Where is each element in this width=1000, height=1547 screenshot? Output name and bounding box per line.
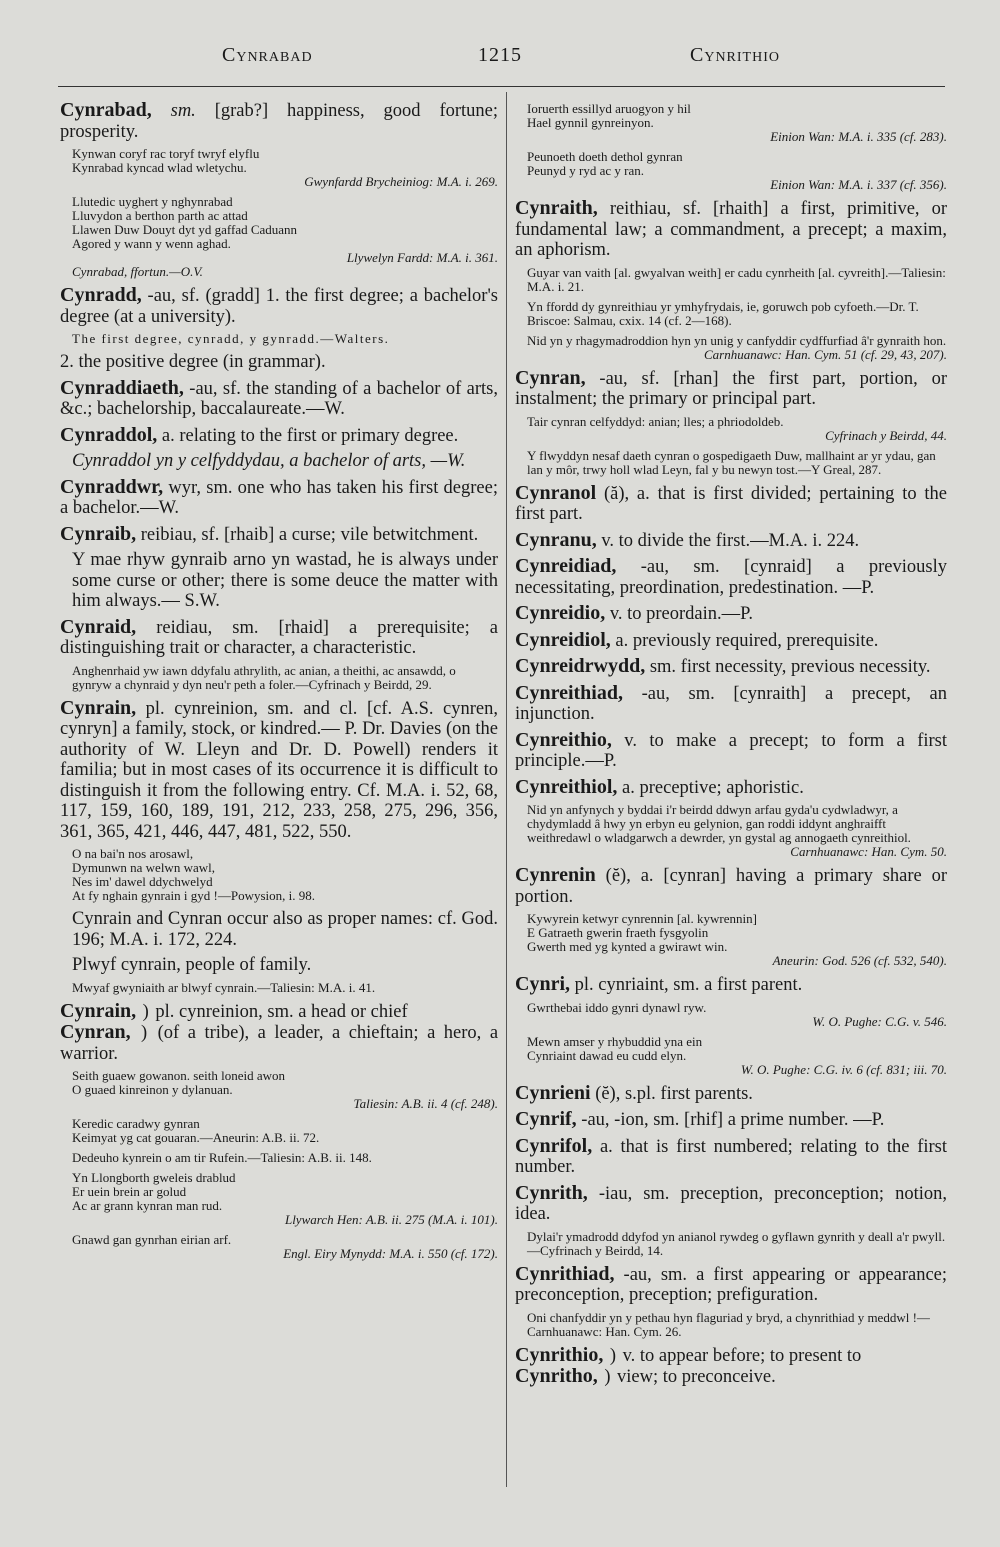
quotation xyxy=(72,147,498,189)
definition: -au, sf. (gradd] 1. the first degree; a bachelor's degree (at a university). xyxy=(60,286,498,327)
quote-line: O guaed kinreinon y dylanuan. xyxy=(72,1082,233,1097)
entry-cynran xyxy=(515,368,947,410)
headword: Cynreidrwydd, xyxy=(515,655,646,677)
brace-icon: ) xyxy=(141,1023,148,1043)
quote-citation: Engl. Eiry Mynydd: M.A. i. 550 (cf. 172). xyxy=(283,1246,498,1261)
quotation: Yn ffordd dy gynreithiau yr ymhyfrydais, ie, goruwch pob cyfoeth.—Dr. T. Briscoe: Salmau, cxix. 14 (cf. 2—168). xyxy=(527,298,919,328)
quote-line: Gnawd gan gynrhan eirian arf. xyxy=(72,1232,232,1247)
quotation: Dylai'r ymadrodd ddyfod yn anianol rywdeg o gyflawn gynrith y deall a'r pwyll.—Cyfrinach y Beirdd, 14. xyxy=(527,1228,946,1258)
quote-line: O na bai'n nos arosawl, xyxy=(72,846,194,861)
entry-cynraith xyxy=(515,198,947,261)
entry-cynrain xyxy=(60,698,498,843)
quote-line: Gwrthebai iddo gynri dynawl ryw. xyxy=(527,999,707,1015)
headword: Cynrifol, xyxy=(515,1134,593,1157)
headword: Cynraid, xyxy=(60,615,137,638)
page-number: 1215 xyxy=(478,44,522,66)
definition-sense: 2. the positive degree (in grammar). xyxy=(60,352,326,372)
entry-cynrithiad xyxy=(515,1264,947,1306)
headword: Cynrabad, xyxy=(60,100,152,121)
definition: pl. cynreinion, sm. and cl. [cf. A.S. cynren, cynryn] a family, stock, or kindred.— P. Dr. Davies (on the authority of W. Lleyn and Dr. D. Powell) renders it familia; but in most cases of its occurrence it is difficult to distinguish it from the following entry. Cf. M.A. i. 52, 68, 117, 159, 160, 189, 191, 212, 233, 258, 275, 296, 356, 361, 365, 421, 446, 447, 481, 522, 550. xyxy=(60,698,498,842)
entry-cynraddol xyxy=(60,425,498,447)
definition: -iau, sm. preception, preconception; notion, idea. xyxy=(515,1183,947,1224)
quote-citation: Aneurin: God. 526 (cf. 532, 540). xyxy=(772,953,947,968)
quote-citation: Taliesin: A.B. ii. 4 (cf. 248). xyxy=(353,1096,498,1111)
quote-line: Lluvydon a berthon parth ac attad xyxy=(72,208,248,223)
definition: view; to preconceive. xyxy=(617,1367,776,1387)
entry-cynri xyxy=(515,974,947,996)
quote-line: Ac ar grann kynran man rud. xyxy=(72,1198,223,1213)
headword: Cynreidiol, xyxy=(515,628,611,651)
entry-cynrabad xyxy=(60,100,498,142)
quotation: Oni chanfyddir yn y pethau hyn flaguriad y bryd, a chynrithiad y meddwl !—Carnhuanawc: Han. Cym. 26. xyxy=(527,1309,930,1339)
quotation xyxy=(72,1233,498,1261)
definition: (of a tribe), a leader, a chieftain; a hero, a warrior. xyxy=(60,1023,498,1064)
definition: -au, sm. [cynraith] a precept, an injunction. xyxy=(515,683,947,724)
definition: -au, sm. [cynraid] a previously necessitating, preordination, predestination. —P. xyxy=(515,557,947,598)
entry-cynrifol xyxy=(515,1136,947,1178)
quotation xyxy=(527,102,947,144)
quotation xyxy=(527,150,947,192)
quote-line: Mewn amser y rhybuddid yna ein xyxy=(527,1033,703,1049)
header-left-word: Cynrabad xyxy=(222,44,313,66)
definition: v. to preordain.—P. xyxy=(609,604,754,624)
headword: Cynradd, xyxy=(60,284,142,306)
brace-icon: ) xyxy=(142,1001,149,1022)
headword: Cynreithiad, xyxy=(515,681,623,704)
headword: Cynrithio, xyxy=(515,1343,604,1366)
definition: a. preceptive; aphoristic. xyxy=(622,777,804,798)
entry-cynrenin xyxy=(515,865,947,907)
definition: v. to make a precept; to form a first principle.—P. xyxy=(515,730,947,771)
quotation xyxy=(72,1171,498,1227)
definition: (ĕ), a. [cynran] having a primary share or portion. xyxy=(515,866,947,907)
brace-icon: ) xyxy=(609,1345,617,1366)
definition: (ĕ), s.pl. first parents. xyxy=(595,1083,753,1104)
definition: reidiau, sm. [rhaid] a prerequisite; a distinguishing trait or character, a characteristic. xyxy=(60,617,498,658)
quote-citation: W. O. Pughe: C.G. iv. 6 (cf. 831; iii. 70. xyxy=(740,1061,947,1077)
quote-line: Cynriaint dawad eu cudd elyn. xyxy=(527,1047,687,1063)
quote-citation: Einion Wan: M.A. i. 335 (cf. 283). xyxy=(770,129,947,144)
headword: Cynraddiaeth, xyxy=(60,376,184,399)
entry-cynradd xyxy=(60,285,498,327)
quote-note: Cynrabad, ffortun.—O.V. xyxy=(72,264,203,279)
quotation xyxy=(527,803,947,859)
entry-cynreidrwydd xyxy=(515,656,947,678)
quote-citation: W. O. Pughe: C.G. v. 546. xyxy=(812,1013,947,1029)
quote-line: Agored y wann y wenn aghad. xyxy=(72,236,231,251)
example: Plwyf cynrain, people of family. xyxy=(72,955,312,975)
definition: a. relating to the first or primary degree. xyxy=(161,425,459,446)
quote-line: Llawen Duw Douyt dyt yd gaffad Caduann xyxy=(72,222,298,237)
quote-line: Dymunwn na welwn wawl, xyxy=(72,860,215,875)
quote-line: Yn Llongborth gweleis drablud xyxy=(72,1170,236,1185)
definition: -au, sm. a first appearing or appearance; preconception, preception; prefiguration. xyxy=(515,1264,947,1305)
quotation xyxy=(72,1069,498,1111)
quotation: Anghenrhaid yw iawn ddyfalu athrylith, ac anian, a theithi, ac ansawdd, o gynryw a chynraid y dyn neu'r peth a foler.—Cyfrinach y Beirdd, 29. xyxy=(72,662,456,692)
entry-cynranu xyxy=(515,530,947,552)
quote-line: Nid yn y rhagymadroddion hyn yn unig y canfyddir cydffurfiad â'r gynraith hon. xyxy=(527,332,947,348)
quote-line: Keredic caradwy gynran xyxy=(72,1116,200,1131)
headword: Cynritho, xyxy=(515,1365,598,1387)
headword: Cynran, xyxy=(60,1021,131,1043)
column-divider xyxy=(506,92,507,1487)
headword: Cynreidiad, xyxy=(515,555,617,577)
definition: reithiau, sf. [rhaith] a first, primitive, or fundamental law; a commandment, a precept; a maxim, an aphorism. xyxy=(515,199,947,260)
headword: Cynrif, xyxy=(515,1108,577,1130)
headword: Cynranu, xyxy=(515,528,597,551)
definition: a. that is first numbered; relating to the first number. xyxy=(515,1136,947,1177)
headword: Cynreithiol, xyxy=(515,775,618,798)
quotation xyxy=(72,1117,498,1145)
quote-citation: Einion Wan: M.A. i. 337 (cf. 356). xyxy=(770,177,947,192)
quotation: Y flwyddyn nesaf daeth cynran o gospedigaeth Duw, mallhaint ar yr ydau, gan lan y môr, trwy holl wlad Leyn, fal y bu newyn tost.—Y Greal, 287. xyxy=(527,447,936,477)
quote-line: Tair cynran celfyddyd: anian; lles; a phriodoldeb. xyxy=(527,413,784,429)
quotation: Mwyaf gwyniaith ar blwyf cynrain.—Taliesin: M.A. i. 41. xyxy=(72,979,376,995)
definition: wyr, sm. one who has taken his first degree; a bachelor.—W. xyxy=(60,477,498,518)
quote-line: Peunoeth doeth dethol gynran xyxy=(527,149,683,164)
quote-line: Nes im' dawel ddychwelyd xyxy=(72,874,213,889)
headword: Cynreidio, xyxy=(515,602,606,624)
entry-cynrith xyxy=(515,1183,947,1225)
quote-line: Seith guaew gowanon. seith loneid awon xyxy=(72,1068,286,1083)
quote-citation: Llywelyn Fardd: M.A. i. 361. xyxy=(346,250,498,265)
entry-cynrieni xyxy=(515,1083,947,1105)
definition: -au, sf. [rhan] the first part, portion, or instalment; the primary or principal part. xyxy=(515,368,947,409)
right-column xyxy=(515,100,947,1393)
quote-line: Keimyat yg cat gouaran.—Aneurin: A.B. ii. 72. xyxy=(72,1130,320,1145)
header-right-word: Cynrithio xyxy=(690,44,780,66)
headword: Cynranol xyxy=(515,481,597,504)
quotation xyxy=(527,1035,947,1077)
definition: -au, sf. the standing of a bachelor of arts, &c.; bachelorship, baccalaureate.—W. xyxy=(60,378,498,419)
entry-cynraid xyxy=(60,617,498,659)
headword: Cynran, xyxy=(515,366,586,389)
quotation xyxy=(527,415,947,443)
headword: Cynrith, xyxy=(515,1181,588,1204)
quote-line: At fy nghain gynrain i gyd !—Powysion, i. 98. xyxy=(72,888,316,903)
quotation: Guyar van vaith [al. gwyalvan weith] er cadu cynrheith [al. cyvreith].—Taliesin: M.A. i. 21. xyxy=(527,264,946,294)
quote-line: Er uein brein ar golud xyxy=(72,1184,187,1199)
definition: sm. first necessity, previous necessity. xyxy=(649,657,931,677)
example: Cynraddol yn y celfyddydau, a bachelor of arts, —W. xyxy=(72,451,466,471)
brace-icon: ) xyxy=(604,1367,611,1387)
quote-line: Kynwan coryf rac toryf twryf elyflu xyxy=(72,146,260,161)
headword: Cynreithio, xyxy=(515,728,612,751)
entry-cynraddwr xyxy=(60,477,498,519)
entry-cynreidiol xyxy=(515,630,947,652)
quote-line: Ioruerth essillyd aruogyon y hil xyxy=(527,101,691,116)
definition: a. previously required, prerequisite. xyxy=(615,630,879,651)
quotation: Dedeuho kynrein o am tir Rufein.—Taliesin: A.B. ii. 148. xyxy=(72,1150,372,1165)
entry-cynrif xyxy=(515,1109,947,1131)
headword: Cynraddol, xyxy=(60,423,158,446)
quote-citation: Llywarch Hen: A.B. ii. 275 (M.A. i. 101). xyxy=(284,1212,498,1227)
quote-line: Llutedic uyghert y nghynrabad xyxy=(72,194,233,209)
quote-line: Kynrabad kyncad wlad wletychu. xyxy=(72,160,247,175)
grammar-label: sm. xyxy=(170,101,196,121)
entry-cynreidiad xyxy=(515,556,947,598)
headword: Cynrieni xyxy=(515,1081,591,1104)
entry-cynreithiad xyxy=(515,683,947,725)
page-header xyxy=(0,0,1000,80)
definition: reibiau, sf. [rhaib] a curse; vile betwitchment. xyxy=(140,524,479,545)
quote-line: E Gatraeth gwerin fraeth fysgyolin xyxy=(527,925,709,940)
headword: Cynrain, xyxy=(60,696,137,719)
headword: Cynri, xyxy=(515,973,570,995)
quote-line: Nid yn anfynych y byddai i'r beirdd ddwyn arfau gyda'u cydwladwyr, a chydymladd â hwy yn erbyn eu gelynion, gan roddi iddynt anghraifft weithredawl o wladgarwch a dewrder, yn gystal ag annogaeth cynreithiol. xyxy=(527,802,911,845)
entry-cynreithiol xyxy=(515,777,947,799)
definition: (ă), a. that is first divided; pertaining to the first part. xyxy=(515,483,947,524)
headword: Cynraith, xyxy=(515,197,598,219)
definition: v. to appear before; to present to xyxy=(622,1345,862,1366)
quote-citation: Cyfrinach y Beirdd, 44. xyxy=(825,427,947,443)
headword: Cynraib, xyxy=(60,522,137,545)
headword: Cynrithiad, xyxy=(515,1262,615,1285)
header-rule xyxy=(58,86,945,87)
definition: [grab?] happiness, good fortune; prosperity. xyxy=(60,101,498,142)
entry-cynreidio xyxy=(515,603,947,625)
definition: pl. cynriaint, sm. a first parent. xyxy=(574,975,803,995)
quotation xyxy=(527,1001,947,1029)
quotation: The first degree, cynradd, y gynradd.—Walters. xyxy=(72,331,390,346)
entry-cynraib xyxy=(60,524,498,546)
quotation xyxy=(527,334,947,362)
entry-cynraddiaeth xyxy=(60,378,498,420)
quote-line: Gwerth med yg kynted a gwirawt win. xyxy=(527,939,728,954)
headword: Cynrain, xyxy=(60,999,137,1022)
quote-line: Kywyrein ketwyr cynrennin [al. kywrennin] xyxy=(527,911,757,926)
quote-citation: Carnhuanawc: Han. Cym. 50. xyxy=(790,844,947,859)
quotation xyxy=(72,195,498,279)
quotation xyxy=(527,912,947,968)
example: Y mae rhyw gynraib arno yn wastad, he is always under some curse or other; there is some deuce the matter with him always.— S.W. xyxy=(72,550,498,611)
headword: Cynraddwr, xyxy=(60,475,164,498)
entry-cynrain-cynran xyxy=(60,1001,498,1065)
quote-citation: Carnhuanawc: Han. Cym. 51 (cf. 29, 43, 207). xyxy=(703,346,947,362)
definition: v. to divide the first.—M.A. i. 224. xyxy=(601,530,860,551)
definition: -au, -ion, sm. [rhif] a prime number. —P. xyxy=(581,1110,885,1130)
quotation xyxy=(72,847,498,903)
entry-cynreithio xyxy=(515,730,947,772)
quote-line: Peunyd y ryd ac y ran. xyxy=(527,163,644,178)
headword: Cynrenin xyxy=(515,864,596,886)
example: Cynrain and Cynran occur also as proper names: cf. God. 196; M.A. i. 172, 224. xyxy=(72,909,498,950)
entry-cynrithio-cynritho xyxy=(515,1345,947,1388)
definition: pl. cynreinion, sm. a head or chief xyxy=(155,1001,408,1022)
left-column xyxy=(60,100,498,1267)
quote-citation: Gwynfardd Brycheiniog: M.A. i. 269. xyxy=(304,174,498,189)
entry-cynranol xyxy=(515,483,947,525)
quote-line: Hael gynnil gynreinyon. xyxy=(527,115,654,130)
